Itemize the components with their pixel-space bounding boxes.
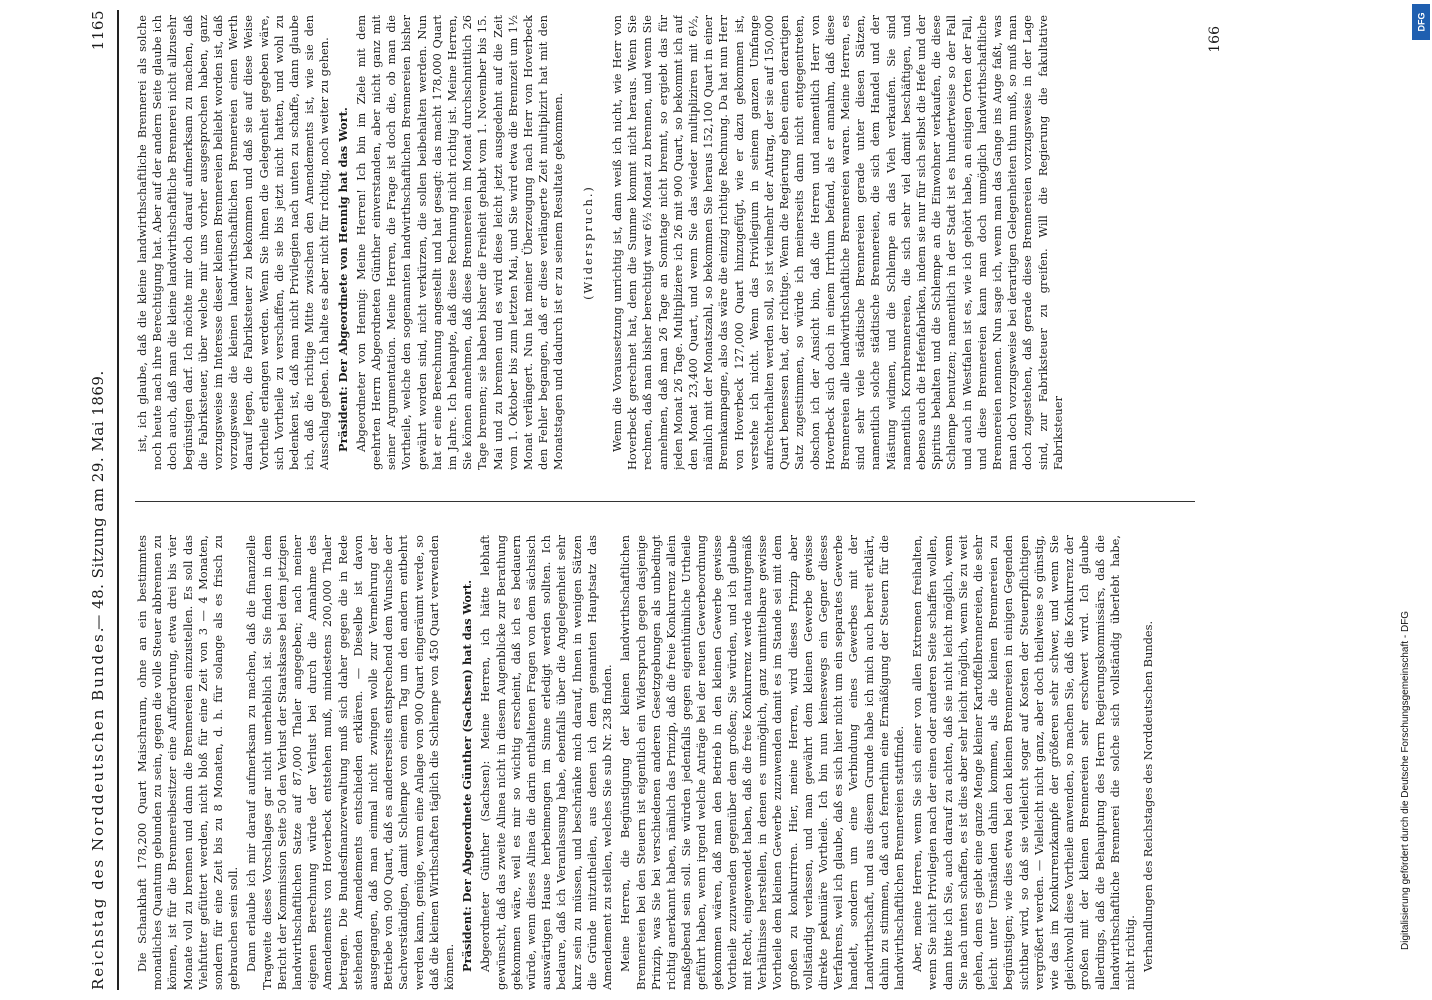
page-number: 1165 bbox=[89, 10, 107, 51]
paragraph: Die Schankhaft 178,200 Quart Maischraum, ohne an ein bestimmtes monatliches Quantum gebunden zu sein, gegen die volle Steuer abbrennen zu können, ist für die Brennereibesitzer eine Aufforderung, etwa drei bis vier Monate voll zu brennen und dann die Brennereien einzustellen. Es soll das Viehfutter gefüttert werden, nicht bloß für eine Zeit von 3 — 4 Monaten, sondern für eine Zeit bis zu 8 Monaten, d. h. für solange als es frisch zu gebrauchen sein soll. bbox=[135, 535, 241, 990]
dfg-funding-note: Digitalisierung gefördert durch die Deutsche Forschungsgemeinschaft - DFG bbox=[1400, 610, 1411, 950]
column-divider bbox=[135, 501, 1195, 502]
paragraph: Meine Herren, die Begünstigung der kleinen landwirthschaftlichen Brennereien bei den Steuern ist eigentlich ein Widerspruch gegen dasjenige Prinzip, was Sie bei verschiedenen anderen Gesetzgebungen als unbedingt richtig anerkannt haben, nämlich das Prinzip, daß die freie Konkurrenz allein maßgebend sein soll. Sie würden jedenfalls gegen eigenthümliche Urtheile geführt haben, wenn irgend welche Anträge bei der neuen Gewerbeordnung gekommen wären, daß man den Betrieb in den kleinen Gewerbe gewisse Vortheile zuzuwenden gegenüber dem großen; Sie würden, und ich glaube mit Recht, eingewendet haben, daß die freie Konkurrenz werde naturgemäß Verhältnisse herstellen, in denen es unmöglich, ganz unmittelbare gewisse Vortheile dem kleinen Gewerbe zuzuwenden damit es im Stande sei mit dem großen zu konkurriren. Hier, meine Herren, wird dieses Prinzip aber vollständig verlassen, und man gewährt dem kleinen Gewerbe gewisse direkte pekuniäre Vortheile. Ich bin nun keineswegs ein Gegner dieses Verfahrens, weil ich glaube, daß es sich hier nicht um ein separates Gewerbe handelt, sondern um eine Verbindung eines Gewerbes mit der Landwirthschaft, und aus diesem Grunde habe ich mich auch bereit erklärt, dahin zu stimmen, daß auch fernerhin eine Ermäßigung der Steuern für die landwirthschaftlichen Brennereien stattfinde. bbox=[618, 535, 906, 990]
running-head bbox=[89, 10, 111, 990]
paragraph: ist, ich glaube, daß die kleine landwirthschaftliche Brennerei als solche noch heute nach ihre Berechtigung hat. Aber auf der andern Seite glaube ich doch auch, daß man die kleine landwirthschaftliche Brennerei nicht allzusehr begünstigen darf. Ich möchte mir doch darauf aufmerksam zu machen, daß die Fabriksteuer, über welche mir uns vorher ausgesprochen haben, ganz vorzugsweise im Interesse dieser kleinen Brennereien beliebt worden ist, daß vorzugsweise die kleinen landwirthschaftlichen Brennereien einen Werth darauf legen, die Fabriksteuer zu bekommen und daß sie auf diese Weise Vortheile erlangen werden. Wenn Sie ihnen die Gelegenheit gegeben wäre, sich Vortheile zu verschaffen, die sie bis jetzt nicht hatten, und wohl zu bedenken ist, daß man nicht Privilegien nach unten zu schaffe, dann glaube ich, daß die richtige Mitte zwischen den Amendements ist, wie sie den Ausschlag geben. Ich halte es aber nicht für richtig, noch weiter zu gehen. bbox=[135, 15, 332, 470]
header-session: — 48. Sitzung am 29. Mai 1869. bbox=[89, 370, 107, 630]
header-title: Reichstag des Norddeutschen Bundes. bbox=[89, 625, 107, 990]
speaker-line: Präsident: Der Abgeordnete Günther (Sachsen) hat das Wort. bbox=[460, 579, 475, 972]
signature-mark: 166 bbox=[1207, 26, 1223, 53]
interjection: (Widerspruch.) bbox=[580, 185, 595, 300]
paragraph: Aber, meine Herren, wenn Sie sich einer von allen Extremen freihalten, wenn Sie nicht Privilegien nach der einen oder anderen Seite schaffen wollen, dann bitte ich Sie, auch darauf zu achten, daß sie nicht leicht möglich, wenn Sie nach unten schaffen, es ist dies aber sehr leicht möglich, wenn Sie zu weit gehen, denn es giebt eine ganze Menge kleiner Kartoffelbrennereien, die sehr leicht unter Umständen dahin kommen, als die kleinen Brennereien zu begünstigen; wie dies etwa bei den kleinen Brennereien in einigen Gegenden sichtbar wird, so daß sie vielleicht sogar auf Kosten der Steuerpflichtigen vergrößert werden. — Vielleicht nicht ganz, aber doch theilweise so günstig, wie das im Konkurrenzkampfe der größeren sehr schwer, und wenn Sie gleichwohl diese Vortheile anwenden, so machen Sie, daß die Konkurrenz der großen mit der kleinen Brennereien sehr erschwert wird. Ich glaube allerdings, daß die Behauptung des Herrn Regierungskommissärs, daß die landwirthschaftliche Brennerei die solche sich vollständig überlebt habe, nicht richtig. bbox=[910, 535, 1137, 990]
left-column bbox=[135, 535, 1205, 990]
dfg-logo-text: DFG bbox=[1416, 12, 1426, 32]
paragraph: Verhandlungen des Reichstages des Norddeutschen Bundes. bbox=[1141, 620, 1156, 972]
speaker-line: Präsident: Der Abgeordnete von Hennig hat das Wort. bbox=[335, 107, 350, 452]
paragraph: Dann erlaube ich mir darauf aufmerksam zu machen, daß die finanzielle Tragweite dieses Vorschlages gar nicht unerheblich ist. Sie finden in dem Bericht der Kommission Seite 50 den Verlust der Staatskasse bei dem jetzigen landwirthschaftlichen Satze auf 87,000 Thaler angegeben; nach meiner eigenen Berechnung würde der Verlust bei durch die Annahme des Amendements von Hoverbeck entstehen muß, mindestens 200,000 Thaler betragen. Die Bundesfinanzverwaltung muß sich daher gegen die in Rede stehenden Amendements entschieden erklären. — Dieselbe ist davon ausgegangen, daß man einmal nicht zwingen wolle zur Vermehrung der Betriebe von 900 Quart, daß es andererseits entsprechend dem Wunsche der Sachverständigen, damit Schlempe von einem Tag um den andern entbehrt werden kann, genüge, wenn eine Anlage von 900 Quart eingeräumt werde, so daß die kleinen Wirthschaften täglich die Schlempe von 450 Quart verwenden können. bbox=[244, 535, 457, 990]
paragraph: Abgeordneter von Hennig: Meine Herren! Ich bin im Ziele mit dem geehrten Herrn Abgeordneten Günther einverstanden, aber nicht ganz mit seiner Argumentation. Meine Herren, die Frage ist doch die, ob man die Vortheile, welche den sogenannten landwirthschaftlichen Brennereien bisher gewährt worden sind, nicht verkürzen, die sollen beibehalten werden. Nun hat er eine Berechnung angestellt und hat gesagt: das macht 178,000 Quart im Jahre. Ich behaupte, daß diese Rechnung nicht richtig ist. Meine Herren, Sie können annehmen, daß diese Brennereien im Monat durchschnittlich 26 Tage brennen; sie haben bisher die Freiheit gehabt vom 1. November bis 15. Mai und zu brennen und es wird diese leicht jetzt ausgedehnt auf die Zeit vom 1. Oktober bis zum letzten Mai, und Sie wird etwa die Brennzeit um 1½ Monat verlängert. Nun hat meiner Überzeugung nach Herr von Hoverbeck den Fehler begangen, daß er diese verlängerte Zeit multiplizirt hat mit den Monatstagen und dadurch ist er zu seinem Resultate gekommen. bbox=[353, 15, 566, 470]
dfg-logo bbox=[1412, 4, 1430, 40]
right-column bbox=[135, 15, 1205, 470]
paragraph: Wenn die Voraussetzung unrichtig ist, dann weiß ich nicht, wie Herr von Hoverbeck gerechnet hat, denn die Summe kommt nicht heraus. Wenn Sie rechnen, daß man bisher berechtigt war 6½ Monat zu brennen, und wenn Sie annehmen, daß man 26 Tage an Sonntage nicht brennt, so ergiebt das für jeden Monat 26 Tage. Multipliziere ich 26 mit 900 Quart, so bekommt ich auf den Monat 23,400 Quart, und wenn Sie das wieder multipliziren mit 6½, nämlich mit der Monatszahl, so bekommen Sie heraus 152,100 Quart in einer Brennkampagne, also das wäre die einzig richtige Rechnung. Da hat nun Herr von Hoverbeck 127,000 Quart hinzugefügt, wie er dazu gekommen ist, verstehe ich nicht. Wenn das Privilegium in seinem ganzen Umfange aufrechterhalten werden soll, so ist vielmehr der Antrag, der sie auf 150,000 Quart bemessen hat, der richtige. Wenn die Regierung eben einen derartigen Satz zugestimmen, so würde ich meinerseits dann nicht entgegentreten, obschon ich der Ansicht bin, daß die Herren und namentlich Herr von Hoverbeck sich doch in einem Irrthum befand, als er annahm, daß diese Brennereien alle landwirthschaftliche Brennereien waren. Meine Herren, es sind sehr viele städtische Brennereien gerade unter diesen Sätzen, namentlich solche städtische Brennereien, die sich dem Handel und der Mästung widmen, und die Schlempe an das Vieh verkaufen. Sie sind namentlich Kornbrennereien, die sich sehr viel damit beschäftigen, und ebenso auch die Hefenfabriken, indem sie nur für sich selbst die Hefe und der Spiritus behalten und die Schlempe an die Einwohner verkaufen, die diese Schlempe benutzen; namentlich in der Stadt ist es hundertweise so der Fall und auch in Westfalen ist es, wie ich gehört habe, an einigen Orten der Fall, und diese Brennereien kann man doch unmöglich landwirthschaftliche Brennereien nennen. Nun sage ich, wenn man das Gange ins Auge faßt, was man doch vorzugsweise bei derartigen Gelegenheiten thun muß, so muß man doch zugestehen, daß gerade diese Brennereien vorzugsweise in der Lage sind, zur Fabriksteuer zu greifen. Will die Regierung die fakultative Fabriksteuer bbox=[609, 15, 1065, 470]
paragraph: Abgeordneter Günther (Sachsen): Meine Herren, ich hätte lebhaft gewünscht, daß das zweite Alinea nicht in diesem Augenblicke zur Berathung gekommen wäre, weil es mir so wichtig erscheint, daß ich es bedauern würde, wenn dieses Alinea die darin enthaltenen Fragen von dem sächsisch auswärtigen Hause herbeimengen im Sinne erledigt werden sollten. Ich bedaure, daß ich Veranlassung habe, ebenfalls über die Angelegenheit sehr kurz sein zu müssen, und beschränke mich darauf, Ihnen in wenigen Sätzen die Gründe mitzutheilen, aus denen ich dem genannten Hauptsatz das Amendement zu stellen, welches Sie sub Nr. 238 finden. bbox=[478, 535, 615, 990]
header-rule bbox=[117, 10, 119, 990]
rotated-page bbox=[51, 10, 1381, 990]
